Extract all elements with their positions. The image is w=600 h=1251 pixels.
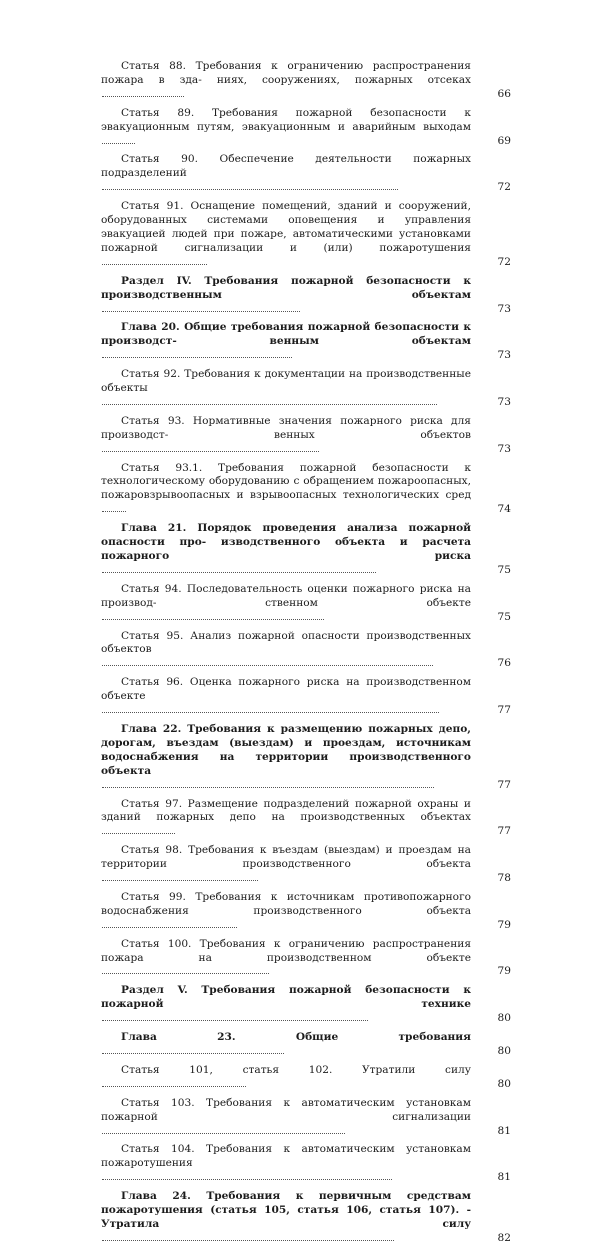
toc-entry-title-tail: Статья 95. Анализ пожарной опасности производственных объектов (101, 629, 471, 656)
toc-entry-title (101, 891, 511, 933)
toc-entry-title-lead: Статья 89. Требования пожарной безопасности к эвакуационным путям, (101, 106, 471, 133)
toc-entry-page-number: 74 (497, 503, 511, 516)
toc-entry-page-number: 82 (497, 1231, 511, 1244)
toc-entry-title-lead: Статья 91. Оснащение помещений, зданий и сооружений, оборудованных системами оповещения и управления эвакуацией людей при пожаре, автоматическими установками пожарной (101, 200, 471, 254)
toc-entry-title (101, 1097, 511, 1139)
toc-entry-title-tail: Статья 104. Требования к автоматическим установкам пожаротушения (101, 1143, 471, 1170)
toc-entry[interactable] (101, 107, 511, 149)
toc-entry-title (101, 798, 511, 840)
dot-leader (102, 787, 434, 788)
toc-entry-title (101, 200, 511, 270)
toc-entry-page-number: 77 (497, 778, 511, 791)
toc-entry[interactable] (101, 1097, 511, 1139)
toc-entry-title-tail: Раздел V. Требования пожарной безопасности к пожарной технике (101, 984, 471, 1011)
toc-entry-page-number: 78 (497, 872, 511, 885)
toc-entry-title (101, 1064, 511, 1092)
toc-entry-title (101, 583, 511, 625)
toc-entry-title-tail: Статья 101, статья 102. Утратили силу (121, 1063, 471, 1076)
toc-entry-page-number: 72 (497, 181, 511, 194)
toc-entry-title-tail: Глава 23. Общие требования (121, 1031, 471, 1044)
toc-entry[interactable] (101, 984, 511, 1026)
dot-leader (102, 511, 126, 512)
toc-entry-title (101, 415, 511, 457)
toc-entry-title-lead: Глава 24. Требования к первичным средствам пожаротушения (101, 1190, 471, 1217)
toc-entry-title-tail: Статья 96. Оценка пожарного риска на производственном объекте (101, 676, 471, 703)
dot-leader (102, 96, 184, 97)
dot-leader (102, 973, 269, 974)
toc-entry-page-number: 76 (497, 657, 511, 670)
toc-entry-title-lead: Глава 21. Порядок проведения анализа пожарной опасности про- (101, 522, 471, 549)
toc-entry-page-number: 75 (497, 610, 511, 623)
toc-entry-title-lead: Глава 22. Требования к размещению пожарных депо, дорогам, въездам (выездам) и проездам, источникам водоснабжения на территории (101, 722, 471, 763)
toc-entry[interactable] (101, 723, 511, 793)
toc-entry-title-tail: объектам (411, 288, 471, 301)
toc-entry-title-lead: Статья 93.1. Требования пожарной безопасности к технологическому оборудованию с обращением пожароопасных, пожаровзрывоопасных и (101, 461, 471, 502)
toc-entry-page-number: 81 (497, 1171, 511, 1184)
toc-entry-title-tail: сигнализации и (или) пожаротушения (184, 241, 471, 254)
toc-entry-page-number: 73 (497, 442, 511, 455)
toc-entry-title-tail: эвакуационным и аварийным выходам (241, 120, 471, 133)
toc-entry-title-tail: ниях, сооружениях, пожарных отсеках (216, 73, 471, 86)
toc-entry-title-tail: взрывоопасных технологических сред (250, 489, 471, 502)
toc-entry-title (101, 630, 511, 672)
dot-leader (102, 1020, 368, 1021)
toc-entry[interactable] (101, 1064, 511, 1092)
toc-entry[interactable] (101, 938, 511, 980)
toc-entry-title (101, 1143, 511, 1185)
toc-entry-title (101, 368, 511, 410)
toc-entry-title-tail: сигнализации (392, 1110, 471, 1123)
toc-entry[interactable] (101, 583, 511, 625)
toc-entry-page-number: 80 (497, 1077, 511, 1090)
dot-leader (102, 712, 439, 713)
toc-entry-title-tail: (статья 105, статья 106, статья 107). - Утратила силу (101, 1204, 471, 1230)
toc-entry-page-number: 75 (497, 563, 511, 576)
toc-entry-page-number: 77 (497, 704, 511, 717)
toc-entry-title (101, 321, 511, 363)
toc-entry-title-tail: Статья 90. Обеспечение деятельности пожарных подразделений (101, 153, 471, 180)
dot-leader (102, 189, 398, 190)
toc-entry[interactable] (101, 676, 511, 718)
toc-entry[interactable] (101, 275, 511, 317)
toc-entry-page-number: 72 (497, 255, 511, 268)
toc-entry-title (101, 107, 511, 149)
dot-leader (102, 404, 437, 405)
toc-entry-title (101, 676, 511, 718)
toc-entry-page-number: 73 (497, 302, 511, 315)
toc-entry-page-number: 80 (497, 1012, 511, 1025)
dot-leader (102, 357, 292, 358)
toc-entry-title-lead: Статья 100. Требования к ограничению распространения пожара на (101, 937, 471, 964)
dot-leader (102, 143, 135, 144)
toc-entry-title (101, 60, 511, 102)
toc-entry-title (101, 1190, 511, 1246)
toc-entry-title-lead: Статья 93. Нормативные значения пожарного риска для производст- (101, 414, 471, 441)
toc-entry[interactable] (101, 1143, 511, 1185)
toc-entry-page-number: 69 (497, 134, 511, 147)
toc-entry[interactable] (101, 153, 511, 195)
toc-entry[interactable] (101, 60, 511, 102)
toc-entry-title-tail: изводственного объекта и расчета пожарного риска (101, 536, 471, 562)
toc-entry-title-tail: ственном объекте (265, 596, 472, 609)
toc-entry[interactable] (101, 798, 511, 840)
toc-entry[interactable] (101, 200, 511, 270)
toc-entry[interactable] (101, 1190, 511, 1246)
dot-leader (102, 1133, 345, 1134)
toc-entry-title-tail: венных объектов (273, 428, 471, 441)
toc-entry-page-number: 79 (497, 965, 511, 978)
toc-entry-title-tail: венным объектам (269, 335, 471, 348)
dot-leader (102, 880, 258, 881)
dot-leader (102, 619, 324, 620)
toc-entry-title (101, 522, 511, 578)
dot-leader (102, 665, 433, 666)
toc-entry-title (101, 844, 511, 886)
toc-entry-title-tail: Статья 92. Требования к документации на производственные объекты (101, 368, 471, 395)
toc-entry-title-lead: Статья 98. Требования к въездам (выездам) и проездам на территории (101, 844, 471, 871)
toc-entry[interactable] (101, 368, 511, 410)
toc-entry-page-number: 73 (497, 349, 511, 362)
dot-leader (102, 1240, 394, 1241)
toc-entry-title (101, 153, 511, 195)
toc-entry-title-tail: производственного объекта (242, 858, 471, 871)
toc-entry-title (101, 1031, 511, 1059)
toc-entry-page-number: 73 (497, 395, 511, 408)
toc-entry[interactable] (101, 415, 511, 457)
dot-leader (102, 451, 319, 452)
toc-entry[interactable] (101, 630, 511, 672)
toc-entry-page-number: 77 (497, 825, 511, 838)
toc-entry-title-lead: Глава 20. Общие требования пожарной безопасности к производст- (101, 321, 471, 348)
dot-leader (102, 311, 300, 312)
toc-entry-page-number: 66 (497, 87, 511, 100)
toc-entry-title-lead: Статья 88. Требования к ограничению распространения пожара в зда- (101, 60, 471, 86)
toc-entry-title-tail: производственном объекте (266, 951, 472, 964)
toc-entry[interactable] (101, 321, 511, 363)
toc-entry-title-lead: Статья 99. Требования к источникам противопожарного водоснабжения (101, 890, 471, 917)
toc-entry-title (101, 723, 511, 793)
toc-entry-title-lead: Статья 97. Размещение подразделений пожарной охраны и зданий (101, 797, 471, 824)
toc-entry-page-number: 80 (497, 1045, 511, 1057)
toc-entry-title (101, 938, 511, 980)
toc-entry-title-lead: Раздел IV. Требования пожарной безопасности к производственным (101, 274, 471, 301)
dot-leader (102, 264, 207, 265)
dot-leader (102, 572, 376, 573)
dot-leader (102, 1053, 284, 1054)
toc-entry[interactable] (101, 522, 511, 578)
table-of-contents (101, 60, 511, 1251)
toc-entry-page-number: 81 (497, 1124, 511, 1137)
toc-entry-title-lead: Статья 94. Последовательность оценки пожарного риска на производ- (101, 582, 471, 609)
toc-entry-title-tail: производственного объекта (253, 904, 472, 917)
toc-entry-title (101, 275, 511, 317)
toc-entry[interactable] (101, 1031, 511, 1059)
dot-leader (102, 1086, 246, 1087)
toc-entry-title-tail: пожарных депо на производственных объектах (156, 811, 471, 824)
toc-entry-title (101, 462, 511, 518)
toc-entry[interactable] (101, 844, 511, 886)
toc-entry-title-tail: производственного объекта (101, 750, 471, 777)
toc-entry[interactable] (101, 462, 511, 518)
toc-entry-title-lead: Статья 103. Требования к автоматическим установкам пожарной (101, 1096, 471, 1123)
dot-leader (102, 1179, 392, 1180)
dot-leader (102, 833, 175, 834)
toc-entry[interactable] (101, 891, 511, 933)
toc-entry-title (101, 984, 511, 1026)
dot-leader (102, 927, 237, 928)
toc-entry-page-number: 79 (497, 918, 511, 931)
